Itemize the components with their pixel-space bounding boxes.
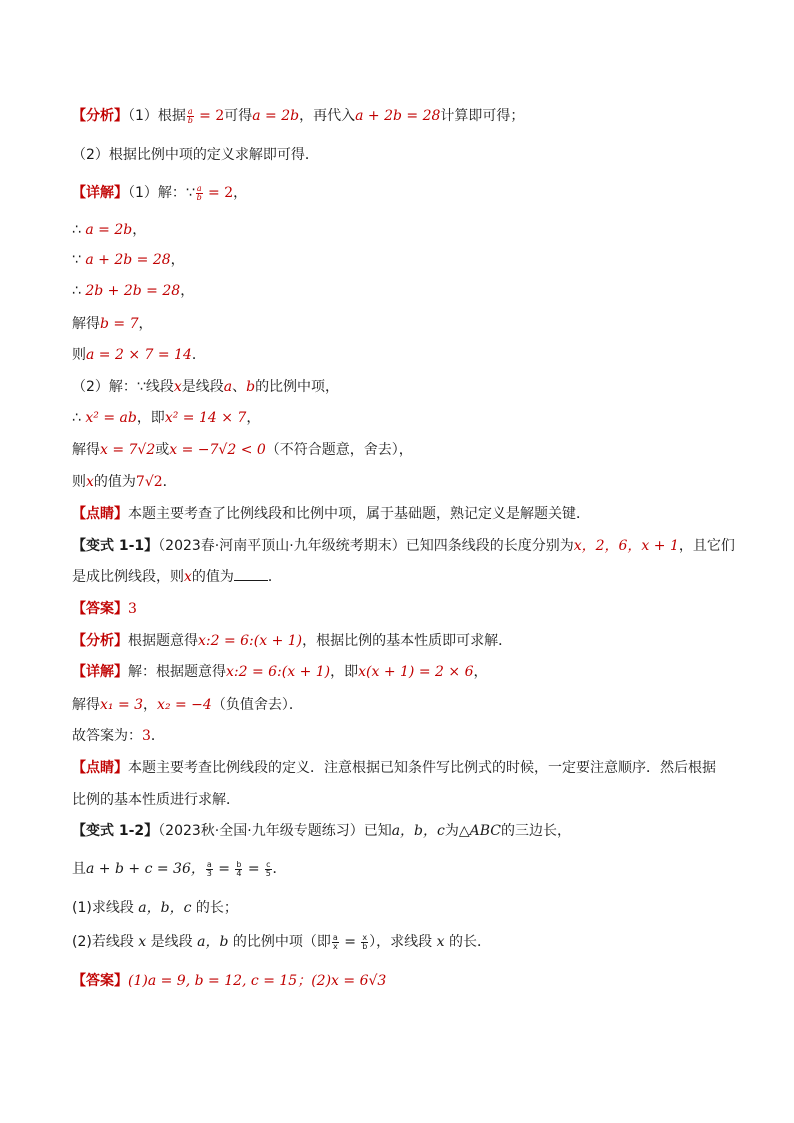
detail-tag: 【详解】 (72, 185, 128, 201)
variant-1-1-line-1: 【变式 1-1】（2023春·河南平顶山·九年级统考期末）已知四条线段的长度分别为x，2，6，x + 1，且它们 (72, 538, 735, 554)
comment-line-2: 【点睛】本题主要考查比例线段的定义．注意根据已知条件写比例式的时候，一定要注意顺序．然后根据 (72, 760, 716, 776)
comment-line-2b: 比例的基本性质进行求解． (72, 792, 240, 808)
fraction-a-over-b: $\frac{a}{b}$ (187, 106, 193, 125)
solution-2: 解得x₁ = 3，x₂ = −4（负值舍去）． (72, 697, 303, 713)
condition-line: 且a + b + c = 36， $\frac{a}{3}$ = $\frac{b}{4}$ = $\frac{c}{5}$ ． (72, 859, 287, 878)
variant-tag: 【变式 1-1】 (72, 538, 159, 554)
final-answer-line: 故答案为：3． (72, 728, 165, 744)
fraction-b-over-4: $\frac{b}{4}$ (236, 859, 242, 878)
fraction-c-over-5: $\frac{c}{5}$ (265, 859, 271, 878)
part2-line-3: 解得x = 7√2或x = −7√2 < 0（不符合题意，舍去）， (72, 442, 413, 458)
detail-line-1: 【详解】（1）解：∵ $\frac{a}{b}$ = 2， (72, 183, 248, 202)
variant-1-2-line-1: 【变式 1-2】（2023秋·全国·九年级专题练习）已知a，b，c为△ABC的三边长， (72, 823, 571, 839)
question-2: (2)若线段 x 是线段 a，b 的比例中项（即 $\frac{a}{x}$ = $\frac{x}{b}$ ），求线段 x 的长． (72, 932, 491, 951)
part2-line-2: ∴ x² = ab，即x² = 14 × 7， (72, 410, 261, 426)
variant-1-1-line-2: 是成比例线段，则x的值为 ． (72, 566, 732, 587)
part2-line-4: 则x的值为7√2． (72, 474, 177, 490)
step-1: ∴ a = 2b， (72, 222, 147, 238)
step-3: ∴ 2b + 2b = 28， (72, 283, 195, 299)
analysis-3: 【分析】根据题意得x:2 = 6:(x + 1)，根据比例的基本性质即可求解． (72, 633, 513, 649)
answer-2: 【答案】(1)a = 9, b = 12, c = 15；(2)x = 6√3 (72, 973, 387, 989)
question-1: (1)求线段 a，b，c 的长； (72, 900, 238, 916)
detail-2: 【详解】解：根据题意得x:2 = 6:(x + 1)，即x(x + 1) = 2 × 6， (72, 664, 488, 680)
analysis-line-1: 【分析】（1）根据 $\frac{a}{b}$ = 2可得a = 2b，再代入a + 2b = 28计算即可得； (72, 106, 525, 125)
step-5: 则a = 2 × 7 = 14． (72, 347, 206, 363)
comment-line-1: 【点睛】本题主要考查了比例线段和比例中项，属于基础题，熟记定义是解题关键． (72, 506, 590, 522)
part2-line-1: （2）解：∵线段x是线段a、b的比例中项， (72, 379, 340, 395)
fraction-a-over-x: $\frac{a}{x}$ (332, 932, 338, 951)
fraction-a-over-b: $\frac{a}{b}$ (196, 183, 202, 202)
analysis-line-2: （2）根据比例中项的定义求解即可得． (72, 147, 319, 163)
step-2: ∵ a + 2b = 28， (72, 252, 185, 268)
answer-blank[interactable] (234, 566, 268, 581)
fraction-x-over-b: $\frac{x}{b}$ (362, 932, 368, 951)
step-4: 解得b = 7， (72, 316, 153, 332)
fraction-a-over-3: $\frac{a}{3}$ (206, 859, 212, 878)
analysis-tag: 【分析】 (72, 108, 128, 124)
comment-tag: 【点睛】 (72, 506, 128, 522)
answer-1: 【答案】3 (72, 601, 137, 617)
